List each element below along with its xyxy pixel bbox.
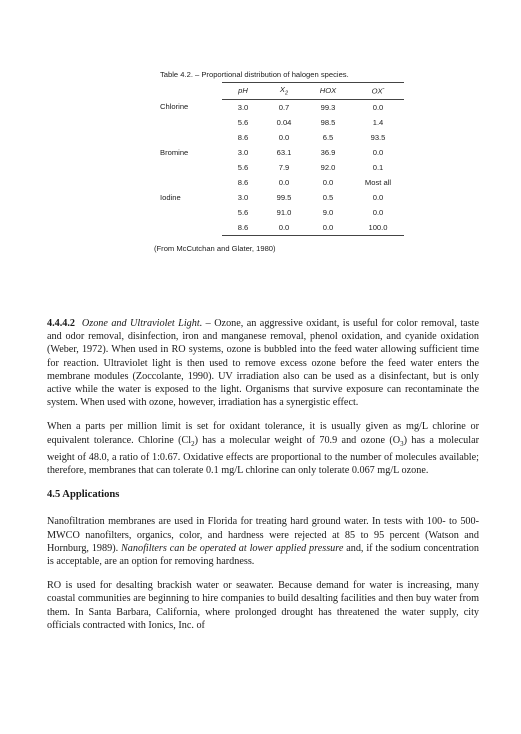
paragraph-ro-desalting: RO is used for desalting brackish water or seawater. Because demand for water is increasing, many coastal communities are beginning to hire companies to build desalting facilities and then buy water from them. In Santa Barbara, California, where prolonged drought has threatened the water supply, city officials contracted with Ionics, Inc. of [47,580,479,631]
ox-cell: 93.5 [370,132,386,142]
hox-cell: 98.5 [320,117,336,127]
text-span: and, if the sodium concentration is acceptable, are an option for removing hardness. [47,542,479,568]
table-row [160,130,404,145]
header-x2: $X_2$ [264,83,304,100]
table-row [160,220,404,236]
ox-cell: 0.0 [372,207,384,217]
hox-cell: 36.9 [320,147,336,157]
ox-cell: 0.0 [372,102,384,112]
ph-cell: 5.6 [237,117,249,127]
halogen-table-block [154,70,404,253]
subscript: 2 [191,439,195,448]
italic-text: Nanofilters can be operated at lower applied pressure [121,542,344,554]
subsection-number: 4.4.4.2 [47,318,76,329]
ph-cell: 3.0 [237,102,249,112]
ph-cell: 8.6 [237,177,249,187]
header-species [160,83,222,100]
table-header-row [160,83,404,100]
ph-cell: 5.6 [237,207,249,217]
ph-cell: 5.6 [237,162,249,172]
ox-cell: 1.4 [372,117,384,127]
species-cell [160,115,222,130]
species-cell [160,130,222,145]
table-caption: Table 4.2. – Proportional distribution of halogen species. [160,70,349,79]
x2-cell: 99.5 [276,192,292,202]
ox-cell: 0.0 [372,147,384,157]
table-row [160,99,404,115]
text-span: Nanofiltration membranes are used in Florida for treating hard ground water. In tests with 100- to 500-MWCO nanofilters, organics, color, and hardness were rejected at 85 to 95 percent (Watson and Hornburg, 1989). [47,516,479,554]
paragraph-ozone-uv [47,317,479,409]
body-text [47,317,479,643]
table-row [160,145,404,160]
table-row [160,115,404,130]
header-hox: HOX [304,83,352,100]
ox-cell: Most all [364,177,392,187]
subscript: 3 [400,439,404,448]
species-cell: Chlorine [160,102,189,112]
table-source: (From McCutchan and Glater, 1980) [154,243,276,253]
x2-cell: 0.04 [276,117,292,127]
text-span: When a parts per million limit is set for oxidant tolerance, it is usually given as mg/L chlorine or equivalent tolerance. Chlorine (Cl [47,421,479,446]
ox-cell: 0.1 [372,162,384,172]
ph-cell: 8.6 [237,132,249,142]
header-ox: OX- [352,83,404,100]
x2-cell: 0.0 [278,132,290,142]
table-row [160,160,404,175]
x2-cell: 0.0 [264,220,304,236]
species-cell: Iodine [160,192,181,202]
ph-cell: 3.0 [237,147,249,157]
x2-cell: 0.0 [278,177,290,187]
paragraph-nanofiltration [47,515,479,568]
text-span: ) has a molecular weight of 70.9 and ozone (O [194,434,401,446]
ph-cell: 3.0 [237,192,249,202]
table-row [160,175,404,190]
paragraph-oxidant-tolerance [47,420,479,477]
hox-cell: 0.0 [322,177,334,187]
x2-cell: 0.7 [278,102,290,112]
text-span: ) has a molecular weight of 48.0, a ratio of 1:0.67. Oxidative effects are proportional to the number of molecules available; therefore, membranes that can tolerate 0.1 mg/L chlorine can only tolerate 0.067 mg/L ozone. [47,434,479,477]
x2-cell: 63.1 [276,147,292,157]
hox-cell: 99.3 [320,102,336,112]
header-ph: pH [222,83,264,100]
ox-cell: 100.0 [352,220,404,236]
species-cell [160,160,222,175]
species-cell [160,175,222,190]
hox-cell: 92.0 [320,162,336,172]
paragraph-ozone-uv-text: – Ozone, an aggressive oxidant, is useful for color removal, taste and odor removal, disinfection, iron and manganese removal, phenol oxidation, and cyanide oxidation (Weber, 1972). When used in RO systems, ozone is bubbled into the feed water allowing sufficient time for reaction. Ultraviolet light is then used to remove excess ozone before the feed water enters the membrane modules (Zoccolante, 1990). UV irradiation also can be used as a disinfectant, but is only active while the water is exposed to the light. Organisms that survive exposure can recontaminate the system. When used with ozone, however, irradiation has a synergistic effect. [47,318,480,409]
ph-cell: 8.6 [222,220,264,236]
ox-cell: 0.0 [372,192,384,202]
hox-cell: 0.5 [322,192,334,202]
table-row [160,205,404,220]
hox-cell: 0.0 [304,220,352,236]
hox-cell: 6.5 [322,132,334,142]
section-heading: 4.5 Applications [47,489,120,501]
halogen-species-table [160,82,404,236]
hox-cell: 9.0 [322,207,334,217]
x2-cell: 91.0 [276,207,292,217]
x2-cell: 7.9 [278,162,290,172]
table-row [160,190,404,205]
species-cell: Bromine [160,147,189,157]
subsection-title: Ozone and Ultraviolet Light. [81,318,203,329]
species-cell [160,205,222,220]
species-cell [160,220,222,236]
